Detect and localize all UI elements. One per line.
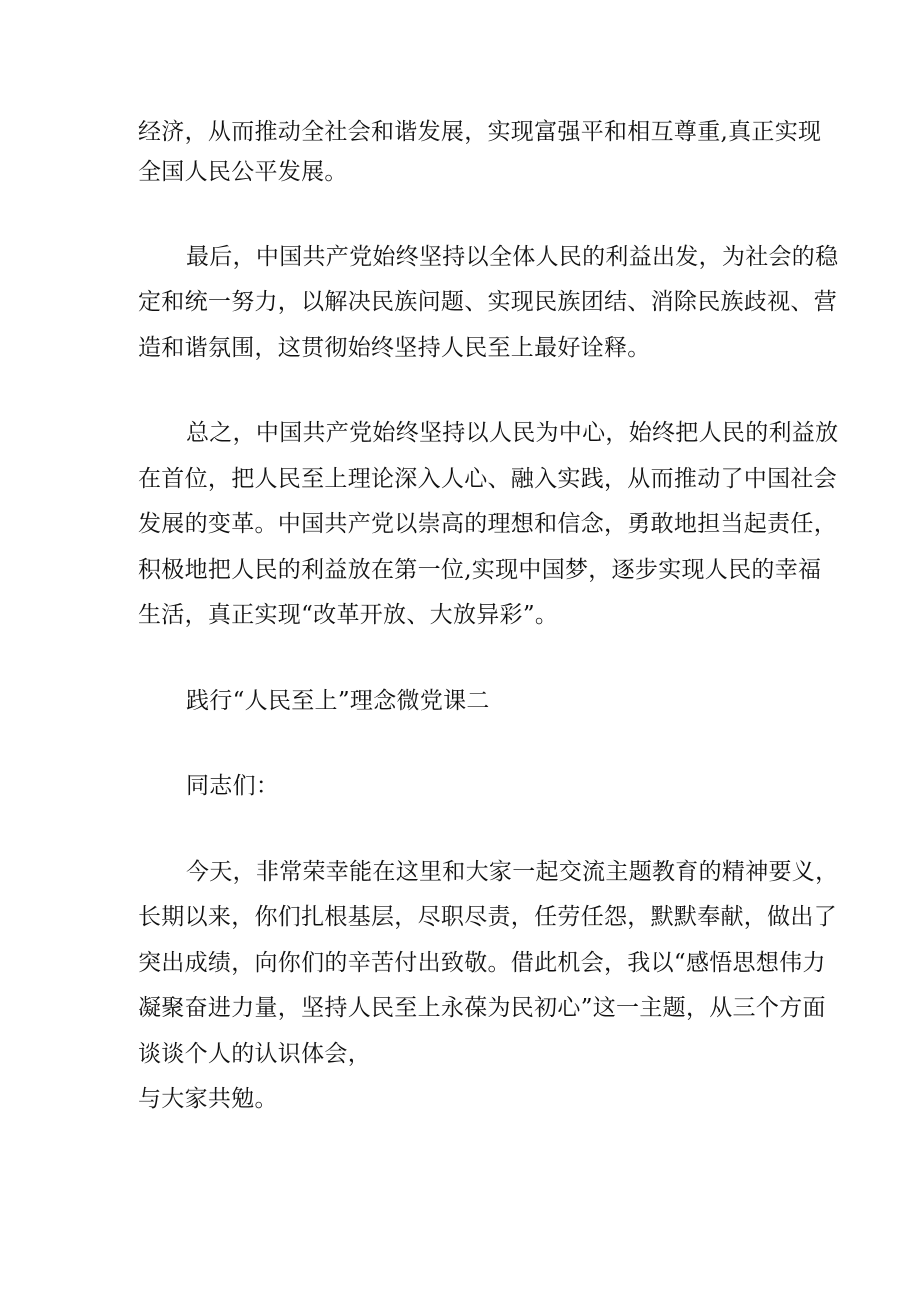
salutation: 同志们： [186,773,280,799]
text-line: 凝聚奋进力量，坚持人民至上永葆为民初心”这一主题，从三个方面 [138,995,826,1021]
text-line: 今天，非常荣幸能在这里和大家一起交流主题教育的精神要义， [186,859,839,885]
text-line: 突出成绩，向你们的辛苦付出致敬。借此机会，我以“感悟思想伟力 [138,950,826,976]
text-line: 定和统一努力，以解决民族问题、实现民族团结、消除民族歧视、营 [138,289,837,315]
text-line: 全国人民公平发展。 [138,159,348,185]
closing-line: 与大家共勉。 [138,1086,278,1112]
text-line: 谈谈个人的认识体会， [138,1041,371,1067]
text-line: 发展的变革。中国共产党以崇高的理想和信念，勇敢地担当起责任， [138,511,837,537]
text-line: 最后，中国共产党始终坚持以全体人民的利益出发，为社会的稳 [186,244,839,270]
section-title: 践行“人民至上”理念微党课二 [186,688,490,714]
text-line: 在首位，把人民至上理论深入人心、融入实践，从而推动了中国社会 [138,466,837,492]
text-line: 积极地把人民的利益放在第一位,实现中国梦，逐步实现人民的幸福 [138,557,822,583]
text-line: 生活，真正实现“改革开放、大放异彩”。 [138,602,559,628]
text-line: 经济，从而推动全社会和谐发展，实现富强平和相互尊重,真正实现 [138,119,822,145]
text-line: 总之，中国共产党始终坚持以人民为中心，始终把人民的利益放 [186,420,839,446]
text-line: 长期以来，你们扎根基层，尽职尽责，任劳任怨，默默奉献，做出了 [138,904,837,930]
text-line: 造和谐氛围，这贯彻始终坚持人民至上最好诠释。 [138,335,651,361]
